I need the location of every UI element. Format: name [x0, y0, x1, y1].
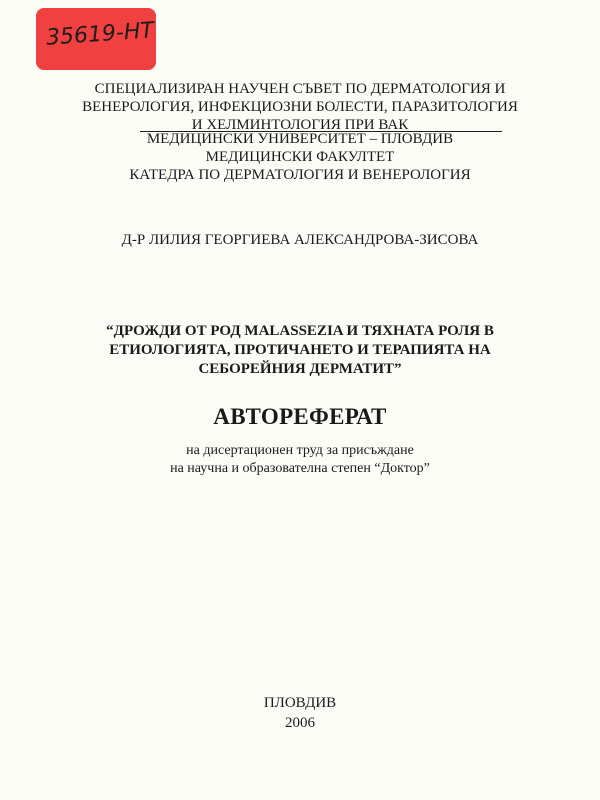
degree-purpose [60, 442, 540, 478]
title-line: “ДРОЖДИ ОТ РОД MALASSEZIA И ТЯХНАТА РОЛЯ В [106, 323, 494, 339]
purpose-line: на научна и образователна степен “Доктор” [170, 461, 430, 476]
title-line: ЕТИОЛОГИЯТА, ПРОТИЧАНЕТО И ТЕРАПИЯТА НА [109, 342, 491, 358]
university-name: МЕДИЦИНСКИ УНИВЕРСИТЕТ – ПЛОВДИВ [146, 131, 454, 147]
institution-heading [60, 130, 540, 184]
dissertation-title [70, 322, 530, 379]
department-name: КАТЕДРА ПО ДЕРМАТОЛОГИЯ И ВЕНЕРОЛОГИЯ [129, 167, 471, 183]
author-name: Д-Р ЛИЛИЯ ГЕОРГИЕВА АЛЕКСАНДРОВА-ЗИСОВА [121, 232, 479, 248]
purpose-line: на дисертационен труд за присъждане [186, 443, 414, 458]
title-line: СЕБОРЕЙНИЯ ДЕРМАТИТ” [198, 361, 402, 377]
council-line: СПЕЦИАЛИЗИРАН НАУЧЕН СЪВЕТ ПО ДЕРМАТОЛОГИЯ И [94, 81, 506, 97]
faculty-name: МЕДИЦИНСКИ ФАКУЛТЕТ [205, 149, 395, 165]
council-line: И ХЕЛМИНТОЛОГИЯ ПРИ ВАК [191, 117, 409, 133]
archive-stamp [36, 8, 156, 70]
city: ПЛОВДИВ [263, 695, 337, 711]
year: 2006 [285, 715, 315, 731]
document-type: АВТОРЕФЕРАТ [213, 404, 387, 429]
scientific-council-heading [60, 80, 540, 134]
archive-stamp-number: 35619-НТ [45, 18, 155, 51]
council-line: ВЕНЕРОЛОГИЯ, ИНФЕКЦИОЗНИ БОЛЕСТИ, ПАРАЗИТОЛОГИЯ [82, 99, 518, 115]
